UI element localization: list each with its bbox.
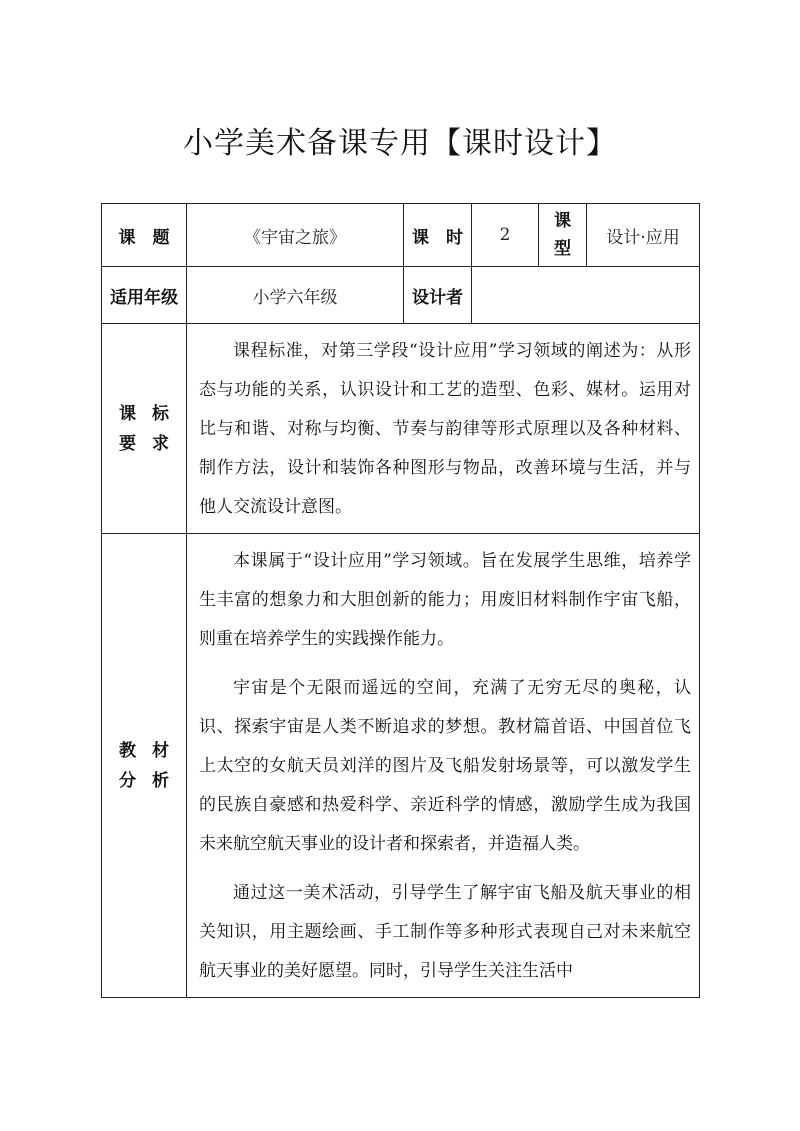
standards-paragraph: 课程标准，对第三学段“设计应用”学习领域的阐述为：从形态与功能的关系，认识设计和工艺的造型、色彩、媒材。运用对比与和谐、对称与均衡、节奏与韵律等形式原理以及各种材料、制作方法，设计和装饰各种图形与物品，改善环境与生活，并与他人交流设计意图。 — [199, 341, 691, 517]
analysis-label — [102, 534, 187, 998]
designer-label: 设计者 — [404, 267, 472, 324]
standards-content — [187, 324, 700, 534]
lesson-design-table — [101, 203, 700, 998]
analysis-label-line2: 分析 — [119, 770, 185, 791]
type-label-line1: 课 — [554, 211, 571, 231]
standards-label — [102, 324, 187, 534]
designer-value — [472, 267, 700, 324]
period-value: 2 — [472, 204, 539, 267]
grade-value: 小学六年级 — [187, 267, 404, 324]
analysis-paragraph: 本课属于“设计应用”学习领域。旨在发展学生思维，培养学生丰富的想象力和大胆创新的能力；用废旧材料制作宇宙飞船，则重在培养学生的实践操作能力。 — [199, 551, 691, 649]
standards-label-line2: 要求 — [119, 433, 185, 454]
standards-label-line1: 课标 — [119, 403, 185, 424]
table-row-grade — [102, 267, 700, 324]
topic-value: 《宇宙之旅》 — [187, 204, 404, 267]
grade-label: 适用年级 — [102, 267, 187, 324]
analysis-content — [187, 534, 700, 998]
analysis-paragraph: 通过这一美术活动，引导学生了解宇宙飞船及航天事业的相关知识，用主题绘画、手工制作等多种形式表现自己对未来航空航天事业的美好愿望。同时，引导学生关注生活中 — [199, 883, 691, 981]
table-row-topic — [102, 204, 700, 267]
type-value: 设计·应用 — [587, 204, 700, 267]
table-row-analysis — [102, 534, 700, 998]
analysis-paragraph: 宇宙是个无限而遥远的空间，充满了无穷无尽的奥秘，认识、探索宇宙是人类不断追求的梦想。教材篇首语、中国首位飞上太空的女航天员刘洋的图片及飞船发射场景等，可以激发学生的民族自豪感和热爱科学、亲近科学的情感，激励学生成为我国未来航空航天事业的设计者和探索者，并造福人类。 — [199, 678, 691, 854]
table-row-standards — [102, 324, 700, 534]
analysis-label-line1: 教材 — [119, 740, 185, 761]
page-title: 小学美术备课专用【课时设计】 — [183, 126, 617, 161]
period-label: 课 时 — [404, 204, 472, 267]
topic-label: 课 题 — [102, 204, 187, 267]
type-label — [539, 204, 587, 267]
type-label-line2: 型 — [554, 239, 571, 259]
